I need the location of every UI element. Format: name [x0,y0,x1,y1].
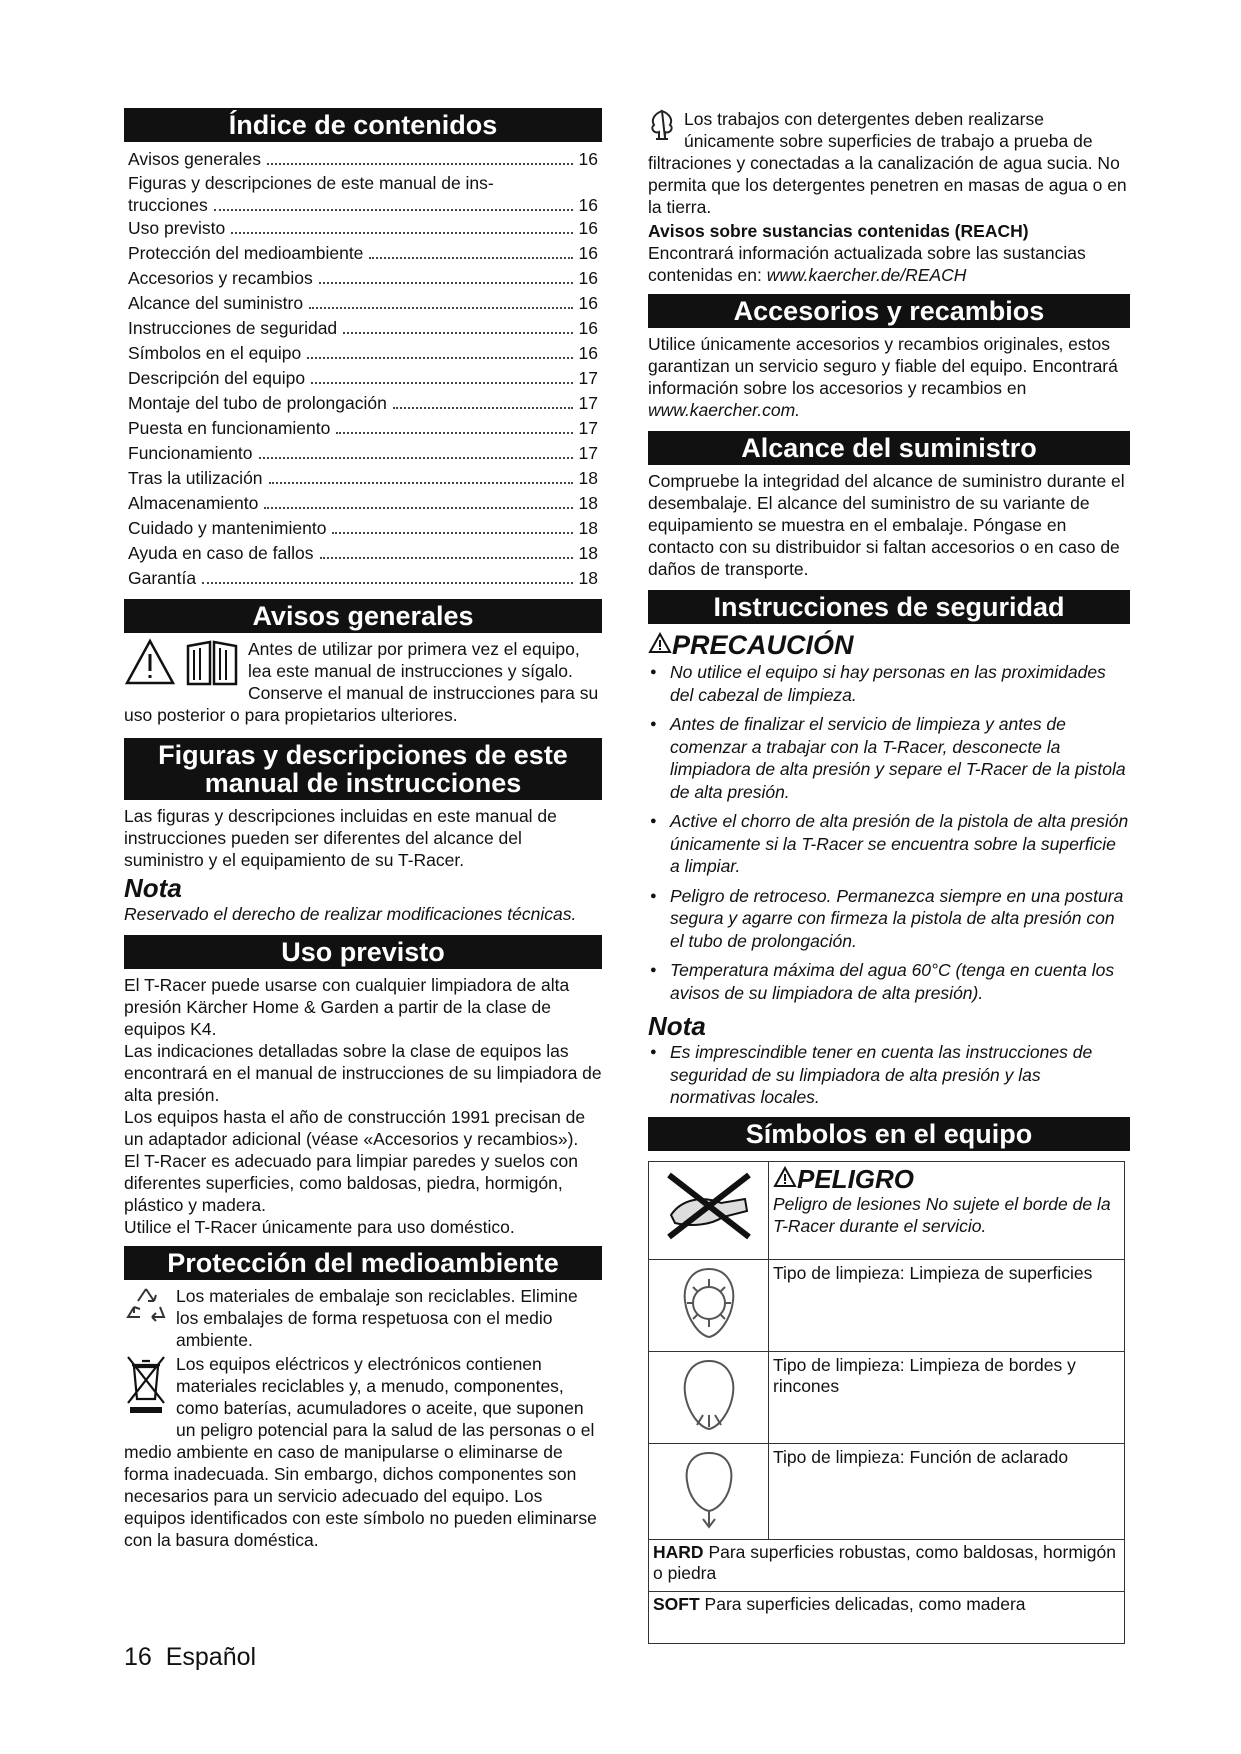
alcance-heading: Alcance del suministro [648,431,1130,465]
nota-list [648,1041,1130,1109]
toc-item[interactable]: Alcance del suministro 16 [128,293,598,313]
left-column [124,108,602,1551]
nota-seguridad-heading: Nota [648,1011,706,1041]
accesorios-heading: Accesorios y recambios [648,294,1130,328]
hard-key: HARD [653,1541,704,1562]
hard-row [649,1539,1125,1591]
crossed-bin-icon [124,1353,168,1422]
medio-heading: Protección del medioambiente [124,1246,602,1280]
soft-row [649,1591,1125,1643]
toc-list [124,147,602,591]
language-label: Español [165,1643,257,1671]
peligro-cell: PELIGRO Peligro de lesiones No sujete el borde de la T-Racer durante el servicio. [769,1161,1125,1259]
accesorios-text: Utilice únicamente accesorios y recambios originales, estos garantizan un servicio seguro y fiable del equipo. Encontrará información sobre los accesorios y recambios en www.kaercher.com. [648,334,1118,420]
toc-item[interactable]: Protección del medioambiente 16 [128,243,598,263]
safety-item: ● Peligro de retroceso. Permanezca siempre en una postura segura y agarre con firmeza la pistola de alta presión con el tubo de prolongación. [648,885,1130,953]
symbol-desc: Tipo de limpieza: Función de aclarado [769,1443,1125,1539]
manual-book-icon [184,638,240,693]
toc-item[interactable]: Montaje del tubo de prolongación 17 [128,393,598,413]
toc-item[interactable]: Instrucciones de seguridad 16 [128,318,598,338]
uso-p1: El T-Racer puede usarse con cualquier limpiadora de alta presión Kärcher Home & Garden a partir de la clase de equipos K4. [124,975,570,1039]
safety-list [648,661,1130,1004]
symbol-row [649,1351,1125,1443]
safety-item: ● Active el chorro de alta presión de la pistola de alta presión únicamente si la T-Racer se encuentra sobre la superficie a limpiar. [648,810,1130,878]
right-column [648,108,1130,1644]
detergent-note: Los trabajos con detergentes deben realizarse únicamente sobre superficies de trabajo a prueba de filtraciones y conectadas a la canalización de agua sucia. No permita que los detergentes penetren en masas de agua o en la tierra. [648,109,1127,217]
soft-key: SOFT [653,1593,700,1614]
soft-text: Para superficies delicadas, como madera [704,1593,1026,1614]
toc-item[interactable]: Uso previsto 16 [128,218,598,238]
toc-item[interactable]: Garantía 18 [128,568,598,588]
avisos-section: Antes de utilizar por primera vez el equipo, lea este manual de instrucciones y sígalo. Conserve el manual de instrucciones para su uso posterior o para propietarios ulteriores. [124,639,599,725]
page-footer [124,1643,256,1672]
peligro-triangle-icon [773,1164,797,1194]
uso-p4: El T-Racer es adecuado para limpiar paredes y suelos con diferentes superficies, como baldosas, piedra, hormigón, plástico y madera. [124,1151,578,1215]
symbols-table [648,1161,1125,1644]
reach-title: Avisos sobre sustancias contenidas (REACH) [648,221,1029,241]
toc-item[interactable]: Ayuda en caso de fallos 18 [128,543,598,563]
toc-item[interactable]: Funcionamiento 17 [128,443,598,463]
precaucion-heading: PRECAUCIÓN [648,629,1130,661]
figuras-heading: Figuras y descripciones de este manual de instrucciones [124,738,602,800]
toc-item[interactable]: Cuidado y mantenimiento 18 [128,518,598,538]
toc-item[interactable]: Símbolos en el equipo 16 [128,343,598,363]
toc-item[interactable]: Puesta en funcionamiento 17 [128,418,598,438]
warning-icon [124,638,176,691]
nota-heading: Nota [124,873,182,903]
page-number: 16 [124,1643,152,1671]
symbol-row [649,1161,1125,1259]
edge-cleaning-icon [649,1351,769,1443]
surface-cleaning-icon [649,1259,769,1351]
nota-text: Reservado el derecho de realizar modificaciones técnicas. [124,904,577,924]
nota-item: ● Es imprescindible tener en cuenta las instrucciones de seguridad de su limpiadora de alta presión y las normativas locales. [648,1041,1130,1109]
reach-link[interactable]: www.kaercher.de/REACH [766,265,967,285]
uso-p3: Los equipos hasta el año de construcción 1991 precisan de un adaptador adicional (véase «Accesorios y recambios»). [124,1107,586,1149]
alcance-text: Compruebe la integridad del alcance de suministro durante el desembalaje. El alcance del suministro de su variante de equipamiento se muestra en el embalaje. Póngase en contacto con su distribuidor si faltan accesorios o en caso de daños de transporte. [648,471,1125,579]
water-protection-icon [648,108,676,147]
figuras-text: Las figuras y descripciones incluidas en este manual de instrucciones pueden ser diferentes del alcance del suministro y el equipamiento de su T-Racer. [124,806,557,870]
toc-item[interactable]: Figuras y descripciones de este manual de ins- trucciones 16 [128,173,598,215]
toc-item[interactable]: Descripción del equipo 17 [128,368,598,388]
toc-item[interactable]: Avisos generales 16 [128,149,598,169]
symbol-desc: Tipo de limpieza: Limpieza de bordes y rincones [769,1351,1125,1443]
reach-text: Encontrará información actualizada sobre las sustancias contenidas en: www.kaercher.de/REACH [648,243,1086,285]
symbol-row [649,1443,1125,1539]
symbol-row [649,1259,1125,1351]
uso-p2: Las indicaciones detalladas sobre la clase de equipos las encontrará en el manual de instrucciones de su limpiadora de alta presión. [124,1041,602,1105]
symbol-desc: Tipo de limpieza: Limpieza de superficies [769,1259,1125,1351]
safety-item: ● Antes de finalizar el servicio de limpieza y antes de comenzar a trabajar con la T-Racer, desconecte la limpiadora de alta presión y separe el T-Racer de la pistola de alta presión. [648,713,1130,803]
simbolos-heading: Símbolos en el equipo [648,1117,1130,1151]
safety-item: ● Temperatura máxima del agua 60°C (tenga en cuenta los avisos de su limpiadora de alta presión). [648,959,1130,1004]
toc-item[interactable]: Tras la utilización 18 [128,468,598,488]
hard-text: Para superficies robustas, como baldosas, hormigón o piedra [653,1541,1117,1583]
no-hand-icon [649,1161,769,1259]
toc-heading: Índice de contenidos [124,108,602,142]
kaercher-link[interactable]: www.kaercher.com. [648,400,801,420]
avisos-heading: Avisos generales [124,599,602,633]
uso-p5: Utilice el T-Racer únicamente para uso doméstico. [124,1217,515,1237]
toc-item[interactable]: Accesorios y recambios 16 [128,268,598,288]
warning-triangle-icon [648,630,672,660]
rinse-function-icon [649,1443,769,1539]
toc-item[interactable]: Almacenamiento 18 [128,493,598,513]
uso-heading: Uso previsto [124,935,602,969]
safety-item: ● No utilice el equipo si hay personas en las proximidades del cabezal de limpieza. [648,661,1130,706]
seguridad-heading: Instrucciones de seguridad [648,590,1130,624]
medio-section: Los materiales de embalaje son reciclables. Elimine los embalajes de forma respetuosa con el medio ambiente. Los equipos eléctricos y electrónicos contienen materiales reciclables y, a menudo, componentes, como baterías, acumuladores o aceite, que suponen un peligro potencial para la salud de las personas o el medio ambiente en caso de manipularse o eliminarse de forma inadecuada. Sin embargo, dichos componentes son necesarios para un servicio adecuado del equipo. Los equipos identificados con este símbolo no pueden eliminarse con la basura doméstica. [124,1286,597,1550]
recycle-icon [124,1285,168,1330]
